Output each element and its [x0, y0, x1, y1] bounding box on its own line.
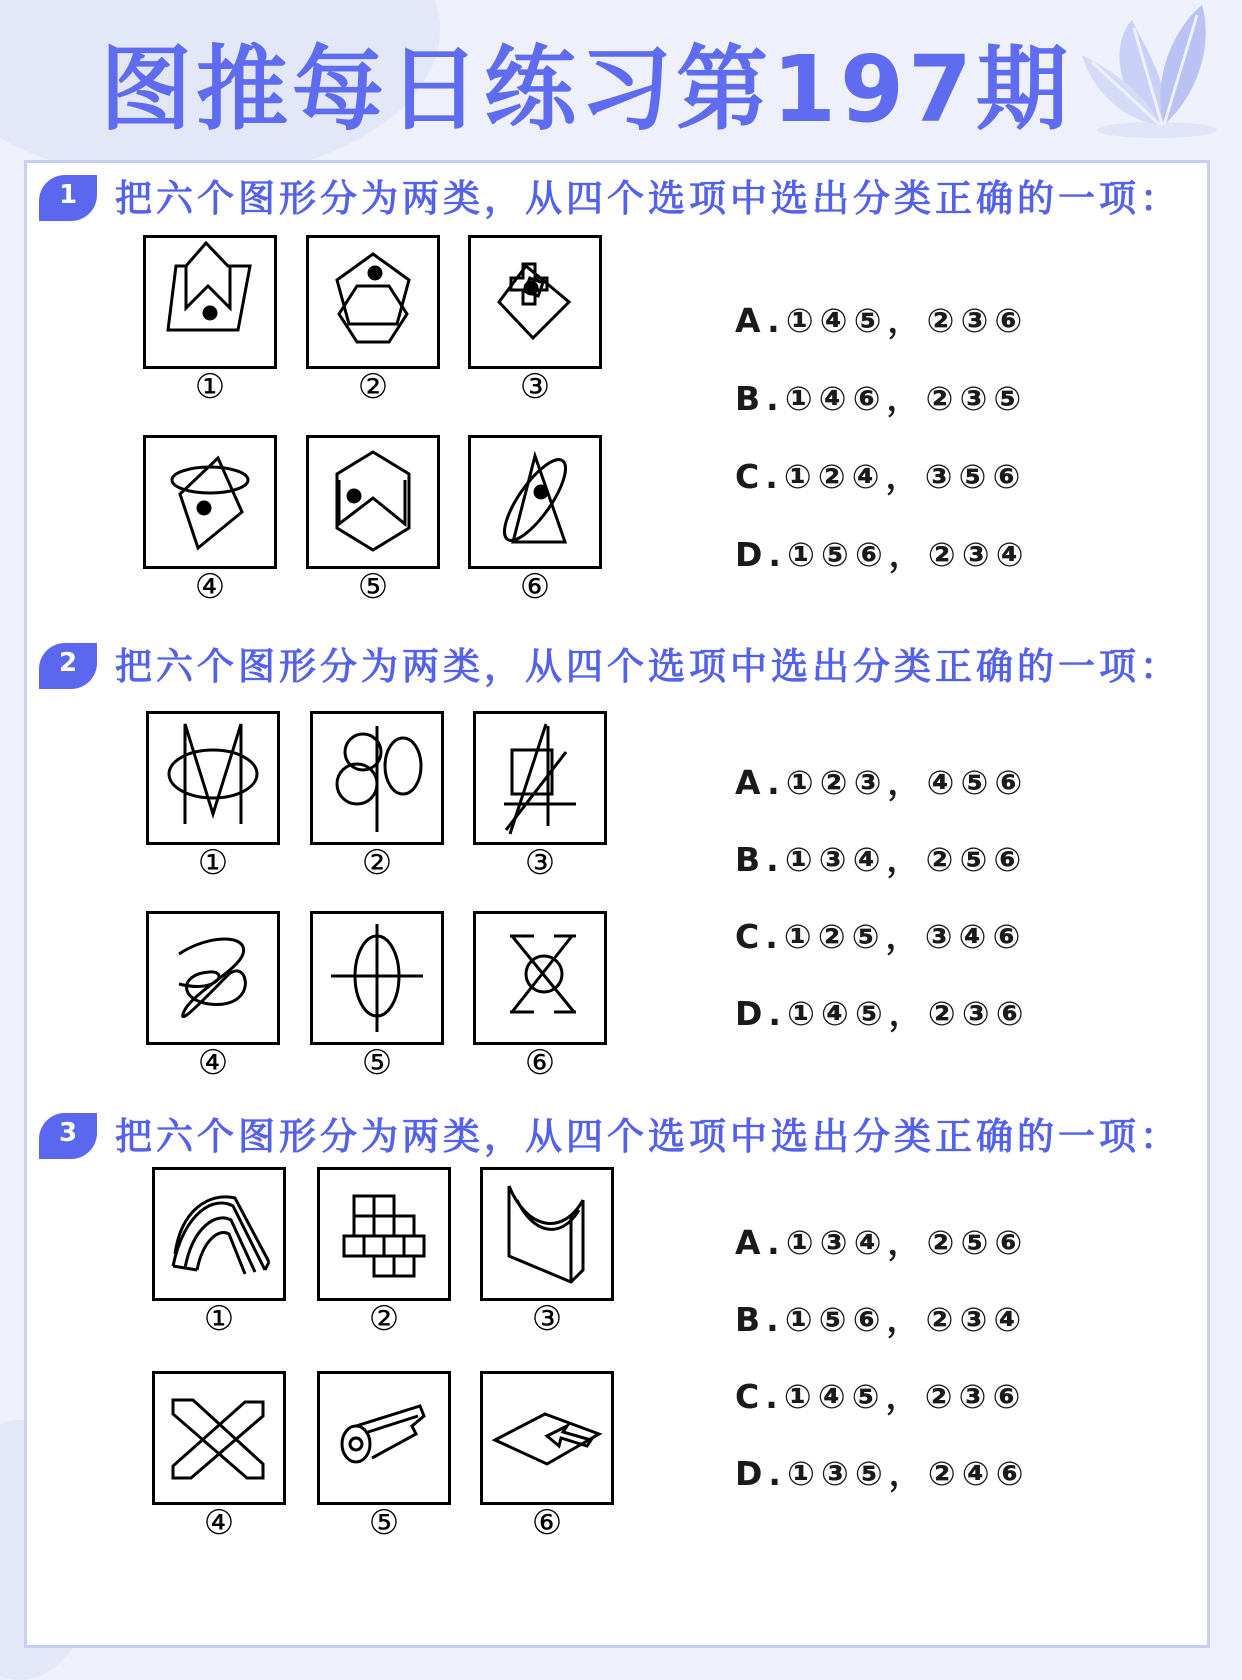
q1-figure-6: [468, 435, 602, 569]
q3-label-1: ①: [203, 1299, 235, 1339]
option-text: ①②③，④⑤⑥: [785, 763, 1029, 802]
question-1-header: [39, 169, 1209, 229]
option-text: ①⑤⑥，②③④: [786, 535, 1030, 574]
q1-label-5: ⑤: [357, 567, 389, 607]
q2-figure-6: [473, 911, 607, 1045]
q1-option-d[interactable]: D.①⑤⑥，②③④: [735, 535, 1030, 574]
question-3-badge: 3: [39, 1113, 97, 1159]
option-letter: C: [735, 1377, 766, 1416]
q1-option-b[interactable]: B.①④⑥，②③⑤: [735, 379, 1028, 418]
q3-option-c[interactable]: C.①④⑤，②③⑥: [735, 1377, 1027, 1416]
option-text: ①④⑤，②③⑥: [786, 994, 1030, 1033]
q3-label-4: ④: [203, 1503, 235, 1543]
q2-option-a[interactable]: A.①②③，④⑤⑥: [735, 763, 1029, 802]
q2-label-3: ③: [524, 843, 556, 883]
question-1-badge: 1: [39, 175, 97, 221]
q3-figure-6: [480, 1371, 614, 1505]
option-text: ①②④，③⑤⑥: [783, 457, 1027, 496]
q1-figure-3: [468, 235, 602, 369]
q2-figure-4: [146, 911, 280, 1045]
q3-option-b[interactable]: B.①⑤⑥，②③④: [735, 1300, 1028, 1339]
q2-option-d[interactable]: D.①④⑤，②③⑥: [735, 994, 1030, 1033]
q1-label-6: ⑥: [519, 567, 551, 607]
option-letter: A: [735, 301, 768, 340]
option-letter: B: [735, 840, 767, 879]
q3-figure-5: [317, 1371, 451, 1505]
question-3-header: [39, 1107, 1209, 1167]
question-2-header: [39, 637, 1209, 697]
option-text: ①③⑤，②④⑥: [786, 1454, 1030, 1493]
option-letter: C: [735, 457, 766, 496]
option-text: ①②⑤，③④⑥: [783, 917, 1027, 956]
q3-figure-1: [152, 1167, 286, 1301]
q2-label-6: ⑥: [524, 1043, 556, 1083]
q1-label-4: ④: [194, 567, 226, 607]
q2-option-b[interactable]: B.①③④，②⑤⑥: [735, 840, 1028, 879]
q3-figure-2: [317, 1167, 451, 1301]
question-1-prompt: 把六个图形分为两类，从四个选项中选出分类正确的一项：: [115, 177, 1181, 220]
q2-label-1: ①: [197, 843, 229, 883]
option-text: ①④⑤，②③⑥: [783, 1377, 1027, 1416]
q2-figure-5: [310, 911, 444, 1045]
q2-label-5: ⑤: [361, 1043, 393, 1083]
q2-figure-1: [146, 711, 280, 845]
option-text: ①③④，②⑤⑥: [784, 840, 1028, 879]
q3-figure-3: [480, 1167, 614, 1301]
q2-label-2: ②: [361, 843, 393, 883]
q3-option-d[interactable]: D.①③⑤，②④⑥: [735, 1454, 1030, 1493]
q2-figure-3: [473, 711, 607, 845]
q2-label-4: ④: [197, 1043, 229, 1083]
q1-figure-4: [143, 435, 277, 569]
question-3-prompt: 把六个图形分为两类，从四个选项中选出分类正确的一项：: [115, 1115, 1181, 1158]
q3-label-3: ③: [531, 1299, 563, 1339]
q1-figure-1: [143, 235, 277, 369]
question-2-prompt: 把六个图形分为两类，从四个选项中选出分类正确的一项：: [115, 645, 1181, 688]
q2-option-c[interactable]: C.①②⑤，③④⑥: [735, 917, 1027, 956]
option-letter: A: [735, 763, 768, 802]
option-text: ①④⑤，②③⑥: [785, 301, 1029, 340]
q3-label-2: ②: [368, 1299, 400, 1339]
option-letter: C: [735, 917, 766, 956]
option-letter: D: [735, 994, 769, 1033]
q3-option-a[interactable]: A.①③④，②⑤⑥: [735, 1223, 1029, 1262]
q1-label-2: ②: [357, 367, 389, 407]
q2-figure-2: [310, 711, 444, 845]
q1-label-1: ①: [194, 367, 226, 407]
option-letter: D: [735, 1454, 769, 1493]
option-text: ①⑤⑥，②③④: [784, 1300, 1028, 1339]
option-letter: D: [735, 535, 769, 574]
q1-option-c[interactable]: C.①②④，③⑤⑥: [735, 457, 1027, 496]
option-letter: B: [735, 1300, 767, 1339]
option-text: ①③④，②⑤⑥: [785, 1223, 1029, 1262]
page-title: 图推每日练习第197期: [99, 36, 1073, 143]
content-card: [24, 160, 1210, 1648]
q1-figure-5: [306, 435, 440, 569]
question-2-badge: 2: [39, 643, 97, 689]
option-letter: B: [735, 379, 767, 418]
option-letter: A: [735, 1223, 768, 1262]
q3-label-5: ⑤: [368, 1503, 400, 1543]
option-text: ①④⑥，②③⑤: [784, 379, 1028, 418]
q1-label-3: ③: [519, 367, 551, 407]
q1-option-a[interactable]: A.①④⑤，②③⑥: [735, 301, 1029, 340]
q1-figure-2: [306, 235, 440, 369]
q3-label-6: ⑥: [531, 1503, 563, 1543]
q3-figure-4: [152, 1371, 286, 1505]
